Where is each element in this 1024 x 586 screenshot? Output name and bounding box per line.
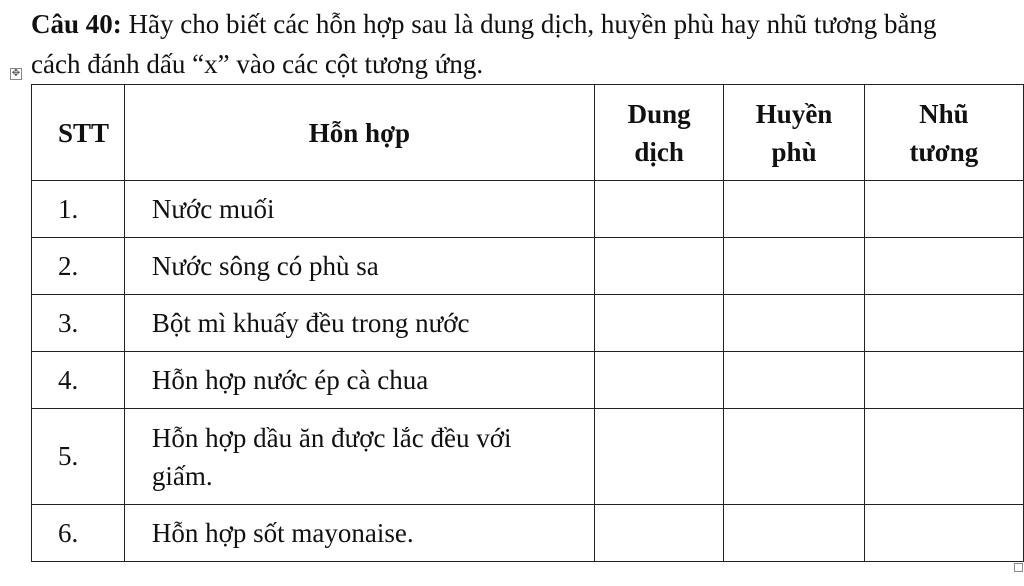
cell-emulsion[interactable] <box>864 409 1023 505</box>
header-mixture: Hỗn hợp <box>124 85 594 181</box>
table-header-row <box>32 85 1024 181</box>
cell-suspension[interactable] <box>724 181 864 238</box>
row-stt: 3. <box>32 295 125 352</box>
header-suspension-line2: phù <box>771 136 817 167</box>
cell-suspension[interactable] <box>724 409 864 505</box>
cell-suspension[interactable] <box>724 238 864 295</box>
header-solution-line1: Dung <box>627 98 691 129</box>
cell-solution[interactable] <box>594 181 723 238</box>
row-stt: 1. <box>32 181 125 238</box>
cell-solution[interactable] <box>594 295 723 352</box>
cell-solution[interactable] <box>594 505 723 562</box>
header-emulsion-line1: Nhũ <box>919 98 969 129</box>
header-stt: STT <box>32 85 125 181</box>
cell-suspension[interactable] <box>724 295 864 352</box>
cell-emulsion[interactable] <box>864 352 1023 409</box>
row-stt: 2. <box>32 238 125 295</box>
table-row <box>32 409 1024 505</box>
table-resize-handle-icon[interactable] <box>1014 563 1023 572</box>
cell-suspension[interactable] <box>724 505 864 562</box>
table-row <box>32 295 1024 352</box>
row-mixture-name: Nước muối <box>124 181 594 238</box>
question-text <box>31 4 1024 84</box>
header-suspension <box>724 85 864 181</box>
row-mixture-name-line2: giấm. <box>151 460 213 491</box>
row-mixture-name: Hỗn hợp nước ép cà chua <box>124 352 594 409</box>
header-emulsion-line2: tương <box>909 136 979 167</box>
row-stt: 4. <box>32 352 125 409</box>
table-row <box>32 505 1024 562</box>
header-suspension-line1: Huyền <box>755 98 833 129</box>
question-label: Câu 40: <box>31 9 122 39</box>
cell-solution[interactable] <box>594 352 723 409</box>
question-line-1 <box>31 4 1024 44</box>
table-row <box>32 181 1024 238</box>
question-body: Hãy cho biết các hỗn hợp sau là dung dịch, huyền phù hay nhũ tương bằng <box>121 9 937 39</box>
header-emulsion <box>864 85 1023 181</box>
row-stt: 5. <box>32 409 125 505</box>
row-mixture-name: Hỗn hợp sốt mayonaise. <box>124 505 594 562</box>
row-mixture-name <box>124 409 594 505</box>
table-move-handle-icon[interactable]: ✥ <box>11 68 21 79</box>
header-solution <box>594 85 723 181</box>
cell-emulsion[interactable] <box>864 505 1023 562</box>
row-mixture-name-line1: Hỗn hợp dầu ăn được lắc đều với <box>151 422 512 453</box>
cell-emulsion[interactable] <box>864 295 1023 352</box>
header-solution-line2: dịch <box>634 136 684 167</box>
table-row <box>32 238 1024 295</box>
table-row <box>32 352 1024 409</box>
row-mixture-name: Nước sông có phù sa <box>124 238 594 295</box>
cell-emulsion[interactable] <box>864 238 1023 295</box>
mixture-table <box>31 84 1024 562</box>
cell-solution[interactable] <box>594 238 723 295</box>
cell-suspension[interactable] <box>724 352 864 409</box>
cell-emulsion[interactable] <box>864 181 1023 238</box>
row-stt: 6. <box>32 505 125 562</box>
row-mixture-name: Bột mì khuấy đều trong nước <box>124 295 594 352</box>
cell-solution[interactable] <box>594 409 723 505</box>
question-line-2: cách đánh dấu “x” vào các cột tương ứng. <box>31 49 484 79</box>
